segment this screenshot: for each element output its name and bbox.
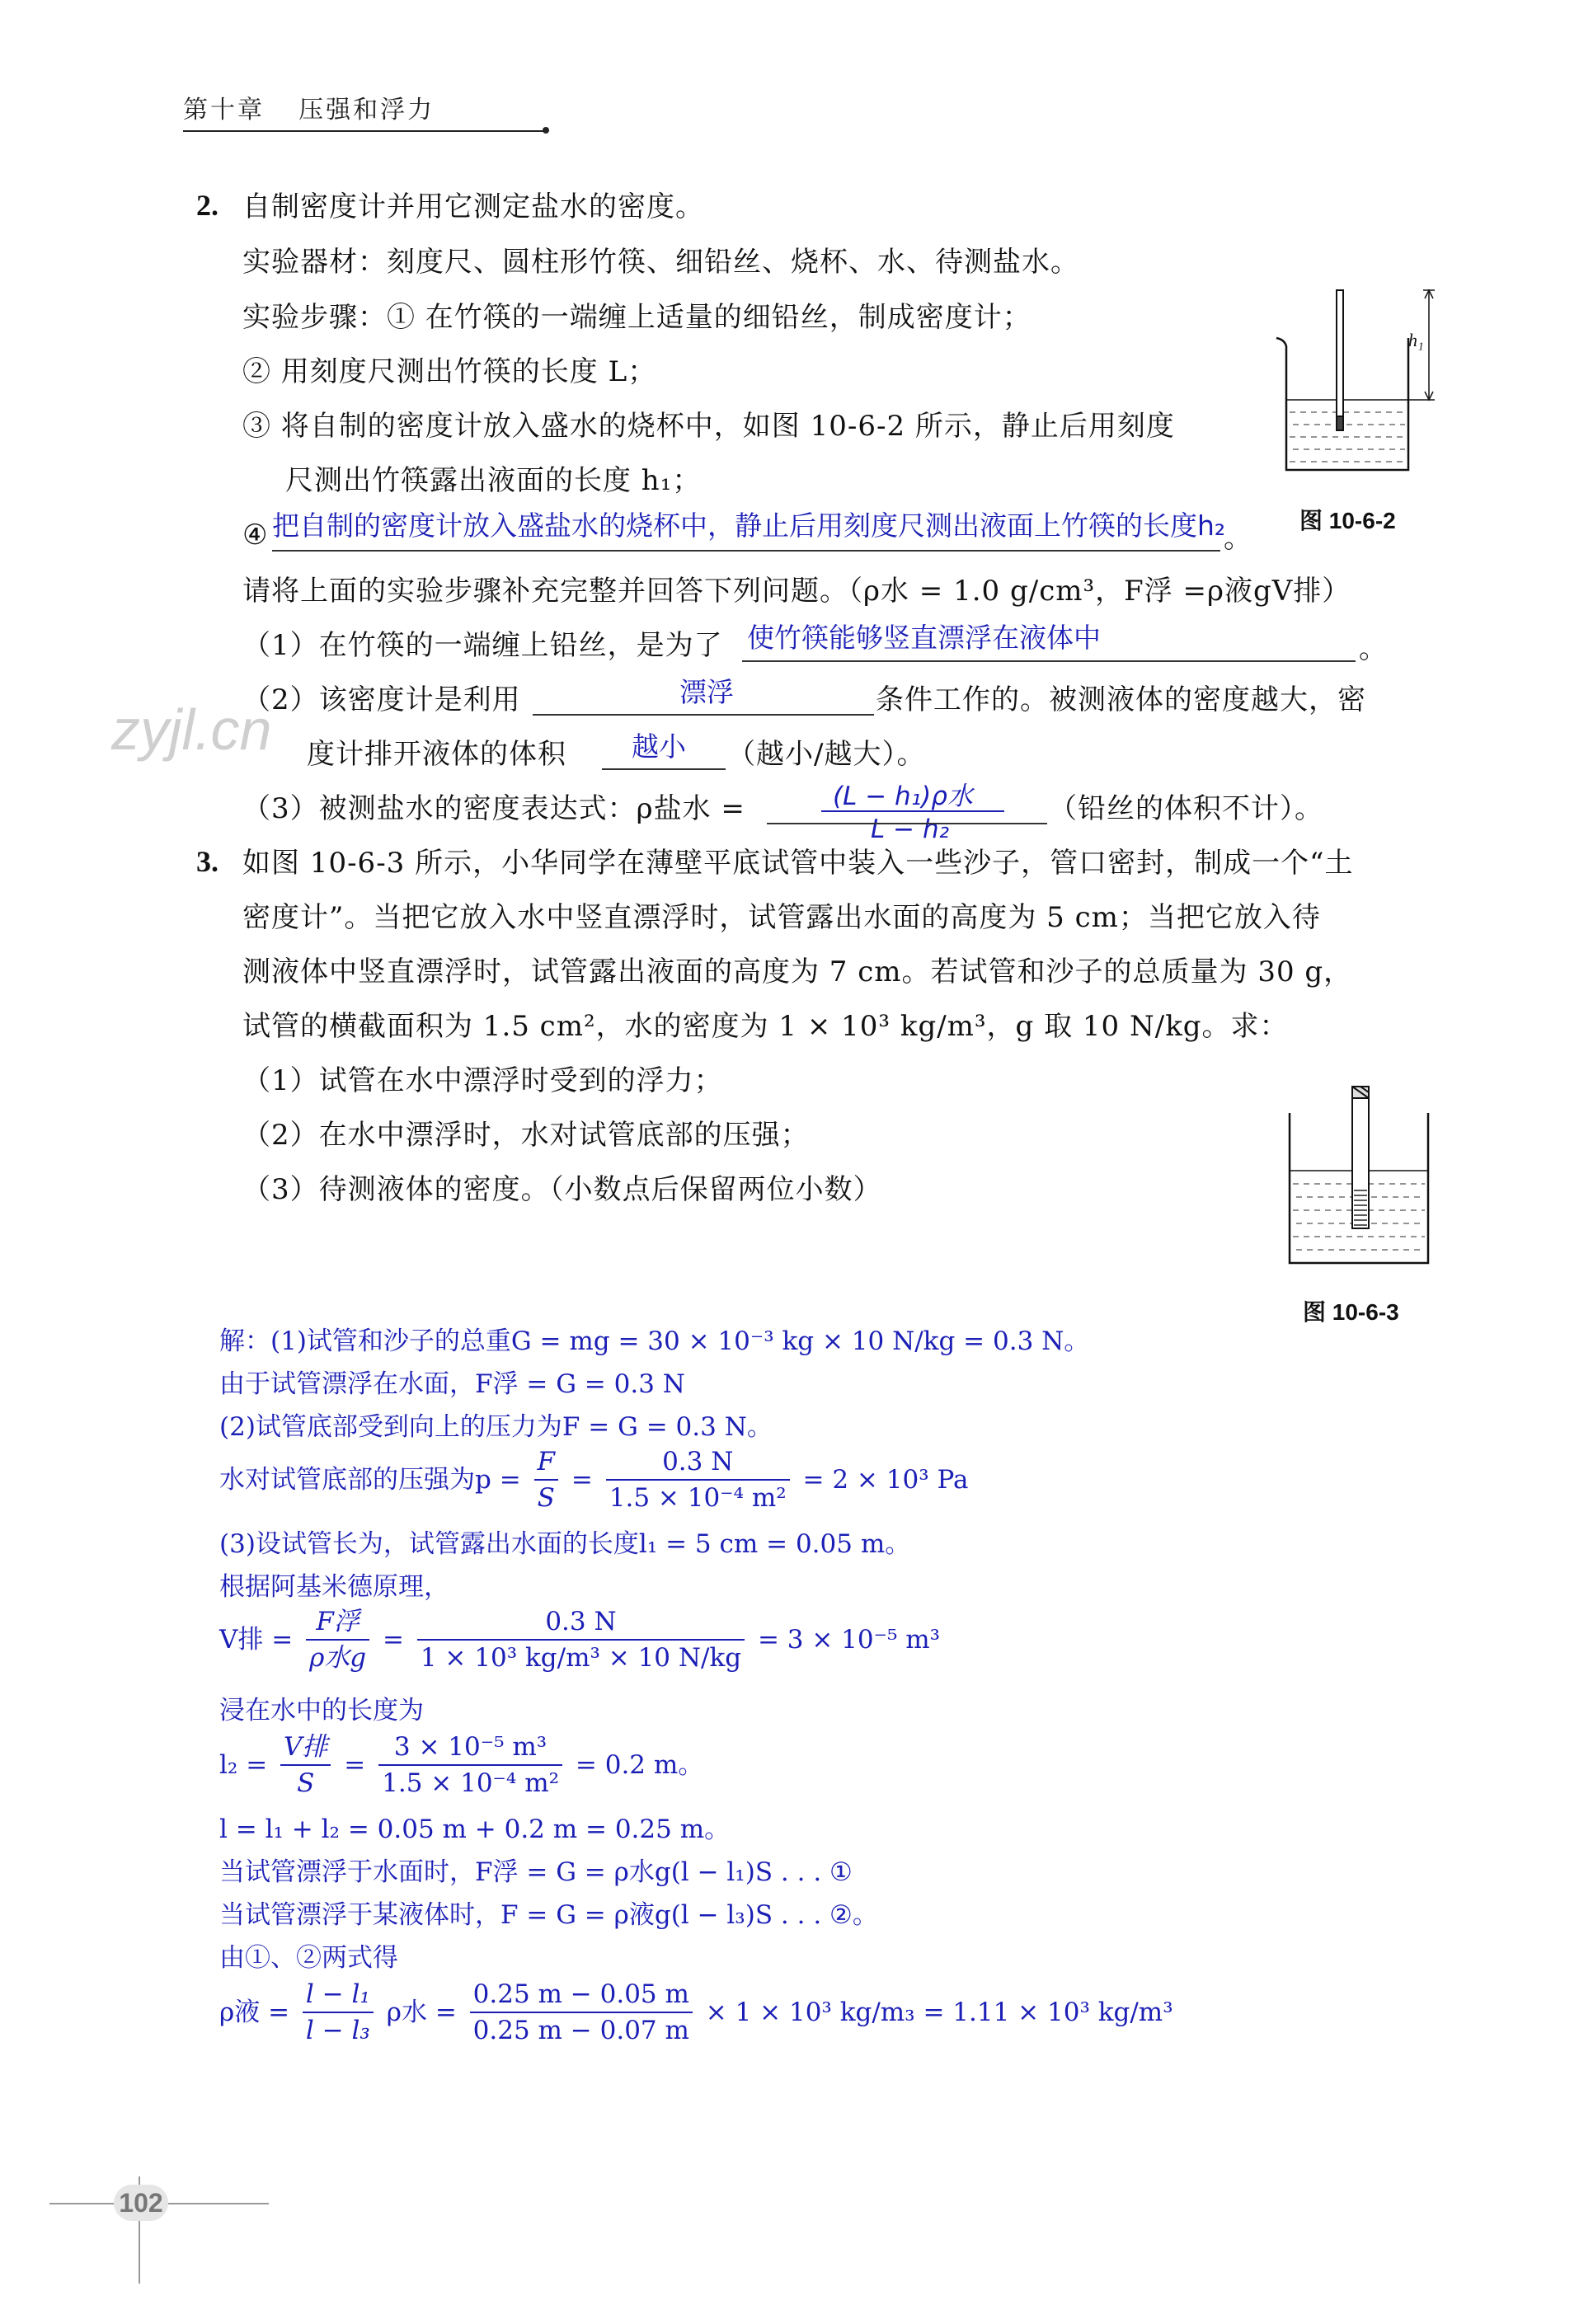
q2-sub3-end: （铅丝的体积不计）。 [1049,792,1323,825]
solution-l4-f1-num: F [534,1444,559,1481]
q3-line3: 测液体中竖直漂浮时，试管露出液面的高度为 7 cm。若试管和沙子的总质量为 30 g， [242,955,1353,988]
q2-sub2-text-d: （越小/越大）。 [727,738,926,771]
solution-l14-prefix: ρ液 = [219,1998,290,2027]
solution-line-14 [219,1977,1173,2048]
solution-l14-middle: ρ水 = [386,1998,457,2027]
q2-sub2-text-c: 度计排开液体的体积 [307,738,566,771]
solution-l4-fraction-2 [606,1444,790,1515]
q2-sub3-denominator: L − h₂ [871,815,950,844]
figure-10-6-2-h1-label: h₁ [1408,330,1424,350]
q2-step4-marker: ④ [242,519,269,552]
q2-sub2-blank-b [602,768,726,770]
solution-line-8: 浸在水中的长度为 [219,1696,424,1725]
watermark: zyjl.cn [111,697,272,762]
q2-sub2-text-a: （2）该密度计是利用 [242,683,521,716]
q2-sub1-answer: 使竹筷能够竖直漂浮在液体中 [747,622,1101,654]
solution-l9-result: = 0.2 m。 [575,1750,704,1780]
page-number: 102 [114,2185,168,2221]
solution-l14-fraction-1 [303,1977,374,2048]
q2-title: 自制密度计并用它测定盐水的密度。 [242,190,704,223]
q3-line1: 如图 10-6-3 所示，小华同学在薄壁平底试管中装入一些沙子，管口密封，制成一个“土 [242,847,1354,880]
figure-10-6-2 [1270,280,1451,486]
solution-line-2: 由于试管漂浮在水面，F浮 = G = 0.3 N [219,1369,685,1399]
solution-line-1: 解：(1)试管和沙子的总重G = mg = 30 × 10⁻³ kg × 10 N/kg = 0.3 N。 [219,1326,1090,1356]
solution-l7-f2-den: 1 × 10³ kg/m³ × 10 N/kg [420,1643,742,1673]
solution-line-13: 由①、②两式得 [219,1943,398,1973]
solution-line-4 [219,1444,968,1515]
q3-sub1: （1）试管在水中漂浮时受到的浮力； [242,1064,723,1097]
q3-line4: 试管的横截面积为 1.5 cm²，水的密度为 1 × 10³ kg/m³，g 取 10 N/kg。求： [242,1010,1289,1043]
chopstick [1337,290,1343,430]
q2-instruction: 请将上面的实验步骤补充完整并回答下列问题。（ρ水 = 1.0 g/cm³，F浮 =ρ液gV排） [242,575,1351,608]
q2-step1: 实验步骤：① 在竹筷的一端缠上适量的细铅丝，制成密度计； [242,301,1032,334]
q2-step3b: 尺测出竹筷露出液面的长度 h₁； [285,464,702,497]
solution-l14-f2-den: 0.25 m − 0.07 m [472,2016,689,2045]
q2-sub1-text: （1）在竹筷的一端缠上铅丝，是为了 [242,629,723,662]
q2-sub3-text: （3）被测盐水的密度表达式：ρ盐水 = [242,792,745,825]
chapter-number: 第十章 [183,96,265,124]
chapter-title: 压强和浮力 [298,96,435,124]
solution-l14-result: × 1 × 10³ kg/m₃ = 1.11 × 10³ kg/m³ [705,1998,1173,2027]
q2-step4-answer: 把自制的密度计放入盛盐水的烧杯中，静止后用刻度尺测出液面上竹筷的长度h₂ [272,509,1226,542]
q2-step3a: ③ 将自制的密度计放入盛水的烧杯中，如图 10-6-2 所示，静止后用刻度 [242,410,1175,443]
solution-l14-f2-num: 0.25 m − 0.05 m [470,1977,693,2013]
header-rule [183,130,544,132]
water-dashes [1290,412,1405,462]
solution-l4-result: = 2 × 10³ Pa [802,1465,969,1495]
solution-line-3: (2)试管底部受到向上的压力为F = G = 0.3 N。 [219,1412,773,1442]
solution-l9-f2-den: 1.5 × 10⁻⁴ m² [382,1768,560,1798]
q3-sub2: （2）在水中漂浮时，水对试管底部的压强； [242,1119,810,1152]
solution-l4-f1-den: S [537,1483,555,1513]
solution-l7-f1-num: F浮 [306,1604,369,1641]
solution-line-11: 当试管漂浮于水面时，F浮 = G = ρ水g(l − l₁)S . . . ① [219,1857,853,1887]
solution-l9-fraction-1 [280,1730,331,1801]
solution-l9-prefix: l₂ = [219,1750,268,1780]
solution-l7-fraction-2 [417,1604,745,1675]
solution-l9-f2-num: 3 × 10⁻⁵ m³ [378,1730,562,1766]
q2-sub2-blank-a [533,714,874,716]
q2-sub3-blank [767,823,1047,824]
solution-l7-result: = 3 × 10⁻⁵ m³ [757,1625,941,1655]
q2-step4-blank [272,550,1220,552]
q2-number: 2. [196,189,219,222]
test-tube [1352,1087,1369,1228]
solution-line-10: l = l₁ + l₂ = 0.05 m + 0.2 m = 0.25 m。 [219,1815,731,1844]
q2-sub3-numerator: (L − h₁)ρ水 [833,782,973,811]
q2-step2: ② 用刻度尺测出竹筷的长度 L； [242,355,657,388]
chapter-header [183,89,435,125]
solution-l4-f2-den: 1.5 × 10⁻⁴ m² [609,1483,787,1513]
solution-l4-fraction-1 [534,1444,559,1515]
solution-l4-prefix: 水对试管底部的压强为p = [219,1465,521,1495]
q3-number: 3. [196,845,219,878]
solution-line-5: (3)设试管长为，试管露出水面的长度l₁ = 5 cm = 0.05 m。 [219,1529,911,1559]
solution-l7-fraction-1 [306,1604,369,1675]
q3-line2: 密度计”。当把它放入水中竖直漂浮时，试管露出水面的高度为 5 cm；当把它放入待 [242,901,1321,934]
q2-sub2-text-b: 条件工作的。被测液体的密度越大，密 [876,683,1366,716]
solution-line-9 [219,1730,703,1801]
q2-sub2-answer-a: 漂浮 [679,676,734,708]
q2-sub1-blank [742,660,1356,662]
q3-sub3: （3）待测液体的密度。（小数点后保留两位小数） [242,1173,882,1206]
q2-step4-end: 。 [1224,522,1252,555]
solution-l7-f1-den: ρ水g [309,1643,367,1673]
figure-10-6-3 [1283,1080,1440,1270]
header-rule-dot [543,127,549,134]
q2-materials: 实验器材：刻度尺、圆柱形竹筷、细铅丝、烧杯、水、待测盐水。 [242,246,1079,279]
solution-l14-f1-num: l − l₁ [303,1977,374,2013]
solution-line-6: 根据阿基米德原理， [219,1572,449,1602]
q2-sub1-end: 。 [1359,632,1388,665]
solution-l9-f1-den: S [297,1768,315,1798]
q2-sub3-fraction-bar [821,810,1004,812]
solution-l9-f1-num: V排 [280,1730,331,1766]
solution-l9-equals: = [344,1750,366,1780]
solution-l14-f1-den: l − l₃ [305,2016,370,2045]
figure-10-6-3-caption: 图 10-6-3 [1303,1299,1399,1325]
solution-line-12: 当试管漂浮于某液体时，F = G = ρ液g(l − l₃)S . . . ②。 [219,1900,878,1930]
solution-line-7 [219,1604,940,1675]
solution-l7-equals: = [383,1625,404,1655]
solution-l7-f2-num: 0.3 N [417,1604,745,1641]
figure-10-6-2-caption: 图 10-6-2 [1299,508,1396,533]
q2-sub2-answer-b: 越小 [632,730,686,763]
solution-l4-f2-num: 0.3 N [606,1444,790,1481]
solution-l7-prefix: V排 = [219,1625,294,1655]
solution-l9-fraction-2 [378,1730,562,1801]
solution-l4-equals: = [571,1465,593,1495]
solution-l14-fraction-2 [470,1977,693,2048]
